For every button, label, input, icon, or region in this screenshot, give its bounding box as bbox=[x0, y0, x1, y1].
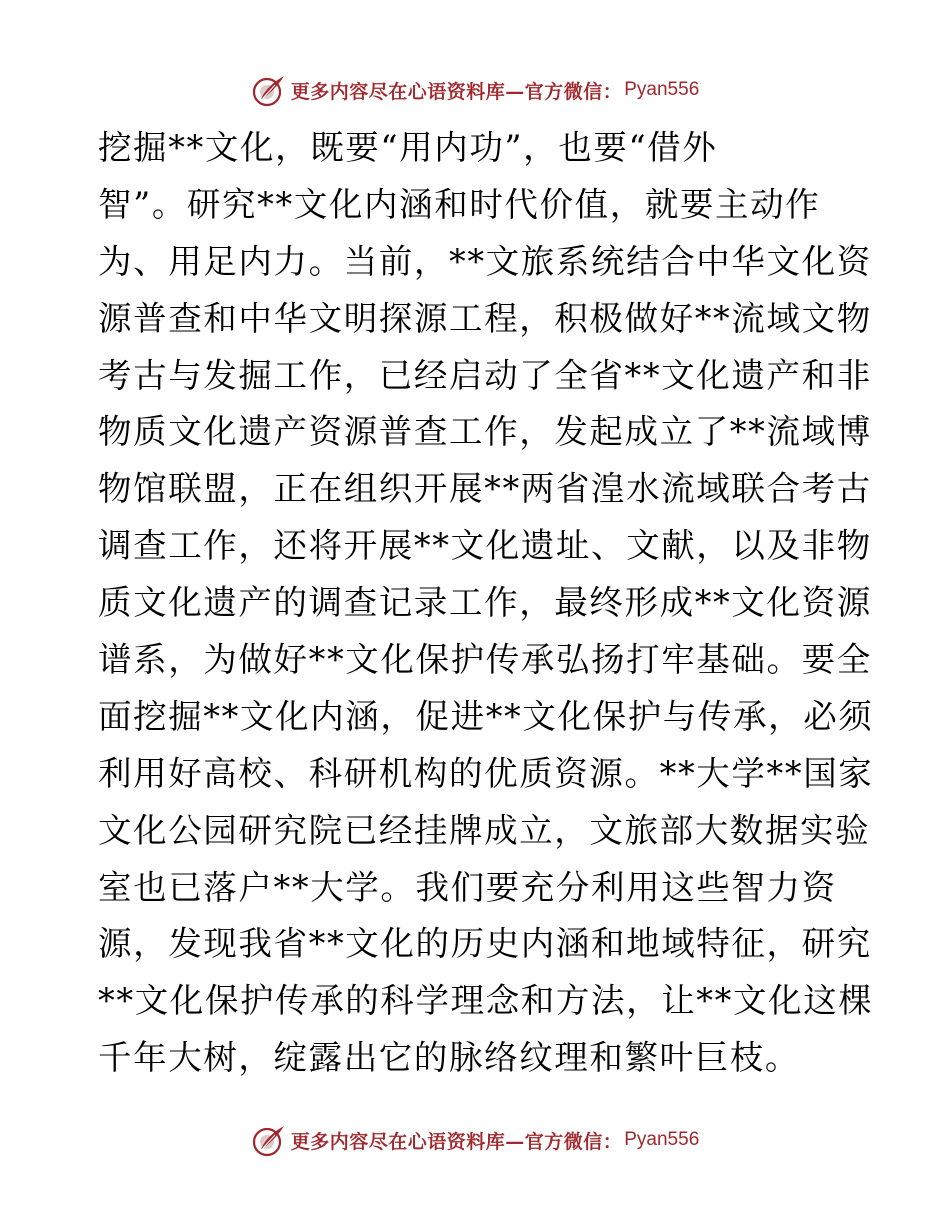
paragraph-line: 源普查和中华文明探源工程，积极做好**流域文物 bbox=[98, 298, 872, 338]
paragraph-line: 利用好高校、科研机构的优质资源。**大学**国家 bbox=[98, 753, 874, 793]
paragraph-line: 物质文化遗产资源普查工作，发起成立了**流域博 bbox=[98, 412, 872, 452]
paragraph-line: 物馆联盟，正在组织开展**两省湟水流域联合考古 bbox=[98, 469, 872, 509]
footer-banner bbox=[0, 1120, 950, 1160]
header-banner-text: 更多内容尽在心语资料库—官方微信： bbox=[290, 80, 623, 103]
header-banner bbox=[0, 70, 950, 110]
header-banner-handle: Pyan556 bbox=[624, 79, 700, 100]
paragraph-line: 文化公园研究院已经挂牌成立，文旅部大数据实验 bbox=[98, 810, 871, 850]
feather-pen-circle-logo-icon bbox=[251, 1122, 287, 1158]
paragraph-line: 源，发现我省**文化的历史内涵和地域特征，研究 bbox=[98, 924, 872, 964]
paragraph-line: 调查工作，还将开展**文化遗址、文献，以及非物 bbox=[98, 526, 872, 566]
paragraph-line: 谱系，为做好**文化保护传承弘扬打牢基础。要全 bbox=[98, 640, 872, 680]
paragraph-line: 为、用足内力。当前，**文旅系统结合中华文化资 bbox=[98, 241, 872, 281]
paragraph-line: 千年大树，绽露出它的脉络纹理和繁叶巨枝。 bbox=[98, 1038, 800, 1078]
paragraph-line: 质文化遗产的调查记录工作，最终形成**文化资源 bbox=[98, 583, 872, 623]
paragraph-line: 面挖掘**文化内涵，促进**文化保护与传承，必须 bbox=[98, 696, 874, 736]
paragraph-line: 考古与发掘工作，已经启动了全省**文化遗产和非 bbox=[98, 355, 872, 395]
paragraph-line: 室也已落户**大学。我们要充分利用这些智力资 bbox=[98, 867, 837, 907]
paragraph-line: **文化保护传承的科学理念和方法，让**文化这棵 bbox=[98, 981, 874, 1021]
paragraph-line: 智”。研究**文化内涵和时代价值，就要主动作 bbox=[98, 184, 821, 224]
paragraph-line: 挖掘**文化，既要“用内功”，也要“借外 bbox=[98, 128, 718, 167]
feather-pen-circle-logo-icon bbox=[251, 72, 287, 108]
document-body bbox=[98, 120, 874, 1087]
footer-banner-text: 更多内容尽在心语资料库—官方微信： bbox=[290, 1130, 623, 1153]
footer-banner-handle: Pyan556 bbox=[624, 1129, 700, 1150]
